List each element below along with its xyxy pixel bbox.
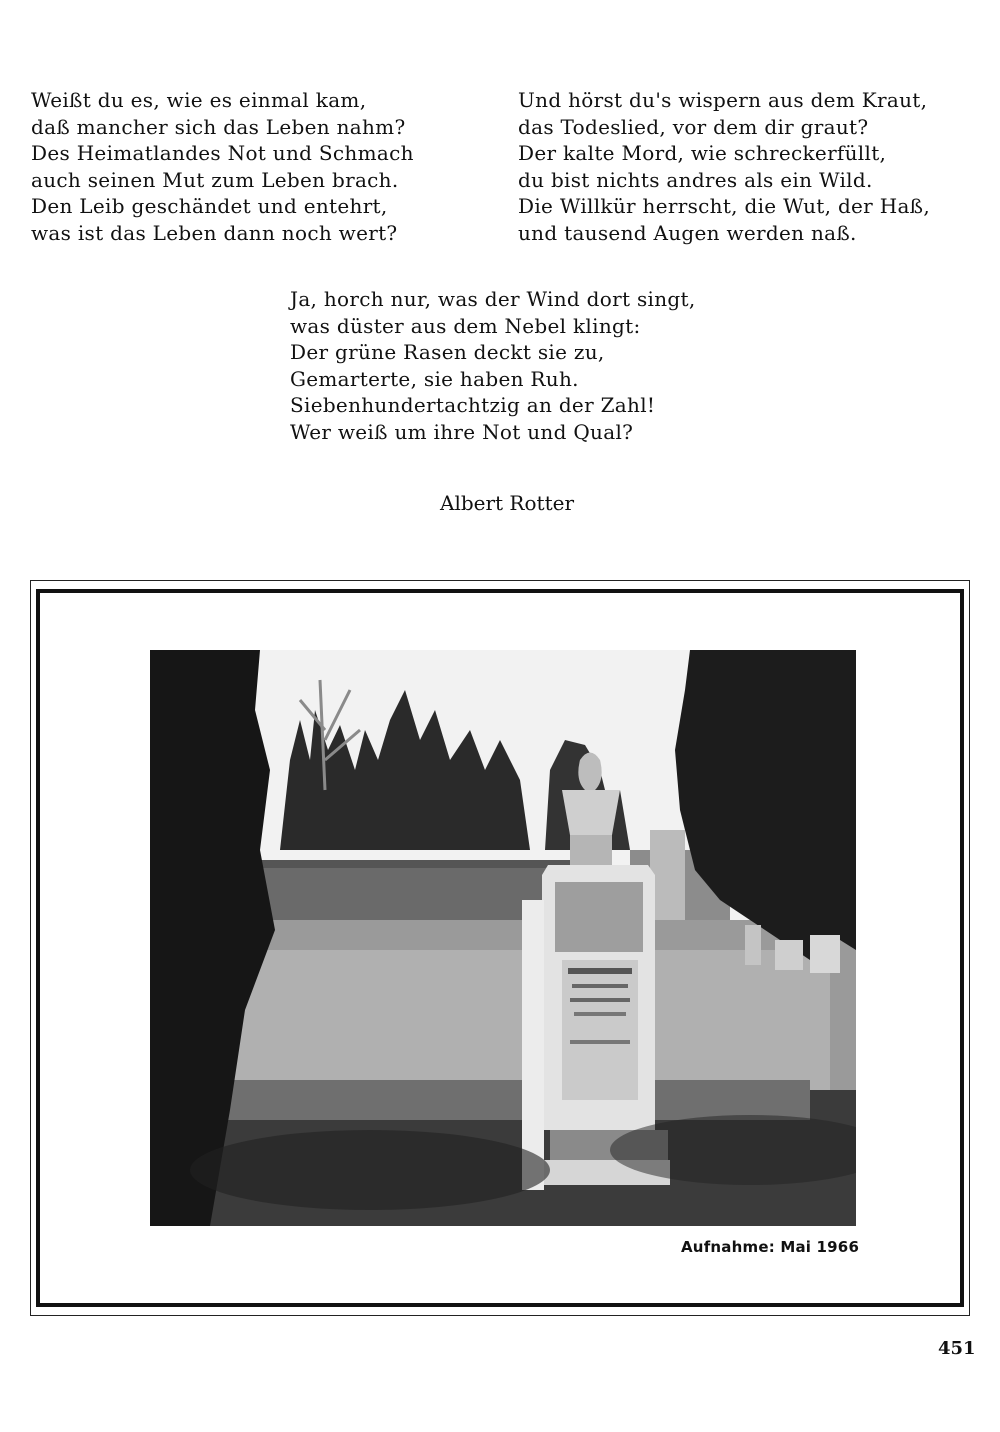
poem-line: Des Heimatlandes Not und Schmach: [31, 141, 414, 165]
poem-line: Weißt du es, wie es einmal kam,: [31, 88, 367, 112]
page-number: 451: [938, 1338, 976, 1359]
poem-line: Gemarterte, sie haben Ruh.: [290, 366, 579, 391]
photo-caption: Aufnahme: Mai 1966: [681, 1238, 860, 1256]
cemetery-photo: [150, 650, 856, 1226]
poem-line: was ist das Leben dann noch wert?: [31, 220, 398, 245]
poem-stanza-3: [290, 286, 696, 445]
poem-line: Ja, horch nur, was der Wind dort singt,: [290, 287, 696, 311]
poem-line: auch seinen Mut zum Leben brach.: [31, 167, 399, 192]
poem-line: daß mancher sich das Leben nahm?: [31, 114, 406, 139]
poem-line: du bist nichts andres als ein Wild.: [518, 167, 873, 192]
poem-line: Der grüne Rasen deckt sie zu,: [290, 340, 605, 364]
poem-line: Den Leib geschändet und entehrt,: [31, 194, 388, 218]
poem-author: Albert Rotter: [440, 491, 575, 515]
poem-line: und tausend Augen werden naß.: [518, 220, 857, 245]
poem-line: Und hörst du's wispern aus dem Kraut,: [518, 88, 928, 112]
poem-line: Siebenhundertachtzig an der Zahl!: [290, 393, 656, 417]
poem-line: Der kalte Mord, wie schreckerfüllt,: [518, 141, 887, 165]
poem-line: Wer weiß um ihre Not und Qual?: [290, 419, 634, 444]
poem-stanza-1: [31, 87, 414, 246]
poem-line: was düster aus dem Nebel klingt:: [290, 313, 641, 338]
poem-line: Die Willkür herrscht, die Wut, der Haß,: [518, 194, 930, 218]
poem-line: das Todeslied, vor dem dir graut?: [518, 114, 869, 139]
poem-stanza-2: [518, 87, 930, 246]
